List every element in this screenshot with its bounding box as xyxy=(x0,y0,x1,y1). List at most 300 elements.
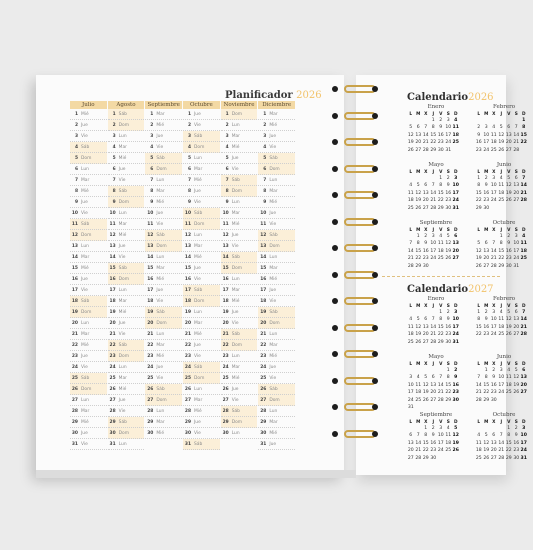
day-number: 7 xyxy=(499,433,503,439)
weekday-letter: M xyxy=(484,228,489,233)
cover-edge xyxy=(36,470,356,478)
mini-month-week xyxy=(475,309,533,316)
planner-day-row xyxy=(258,384,295,395)
planner-weekday: Jue xyxy=(156,287,164,293)
mini-month-week xyxy=(475,432,533,439)
planner-day-row xyxy=(258,197,295,208)
spiral-ring xyxy=(330,217,382,227)
planner-day-row xyxy=(258,142,295,153)
day-number: 11 xyxy=(475,440,482,446)
day-number: 28 xyxy=(415,455,422,461)
planner-day-number: 19 xyxy=(109,309,116,315)
planner-weekday: Jue xyxy=(81,276,88,282)
day-number: 17 xyxy=(513,248,520,254)
planner-day-row xyxy=(108,406,145,417)
day-number: 5 xyxy=(454,426,458,431)
mini-month-week xyxy=(407,263,465,270)
planner-day-number: 9 xyxy=(112,199,116,205)
day-number: 27 xyxy=(513,198,520,204)
planner-day-row xyxy=(70,186,107,197)
planner-weekday: Lun xyxy=(269,331,278,337)
day-number: 24 xyxy=(513,256,520,262)
day-number: 4 xyxy=(499,176,503,181)
day-number: 27 xyxy=(407,455,414,461)
planner-day-number: 6 xyxy=(263,166,267,172)
mini-month-week xyxy=(407,324,465,331)
day-number: 25 xyxy=(498,332,505,338)
planner-weekday: Vie xyxy=(118,331,126,337)
day-number: 16 xyxy=(475,140,482,146)
ring-hole xyxy=(372,139,378,145)
day-number: 30 xyxy=(513,455,520,461)
planner-day-row xyxy=(145,417,182,428)
day-number: 23 xyxy=(430,448,437,454)
weekday-letter: L xyxy=(409,170,413,175)
day-number: 20 xyxy=(422,332,429,338)
ring-hole xyxy=(332,325,338,331)
day-number: 31 xyxy=(452,205,459,211)
day-number: 25 xyxy=(498,198,505,204)
day-number: 23 xyxy=(483,332,490,338)
weekday-letter: X xyxy=(492,362,496,367)
ring-hole xyxy=(372,192,378,198)
day-number: 4 xyxy=(492,125,496,131)
planner-day-number: 30 xyxy=(260,430,267,436)
planner-weekday: Mié xyxy=(269,122,278,128)
planner-weekday: Sáb xyxy=(118,111,127,117)
day-number: 23 xyxy=(490,390,497,396)
planner-day-number: 18 xyxy=(184,298,192,304)
planner-weekday: Mar xyxy=(81,254,90,260)
mini-month-week xyxy=(475,425,533,432)
day-number: 28 xyxy=(490,263,497,269)
planner-day-number: 8 xyxy=(112,188,116,194)
weekday-letter: X xyxy=(424,112,428,117)
day-number: 11 xyxy=(498,183,505,189)
planner-day-number: 27 xyxy=(109,397,116,403)
planner-day-row xyxy=(183,164,220,175)
day-number: 24 xyxy=(407,397,414,403)
planner-day-number: 15 xyxy=(184,265,192,271)
planner-day-number: 28 xyxy=(260,408,267,414)
blank-cell xyxy=(430,175,438,182)
day-number: 17 xyxy=(490,324,497,330)
planner-day-number: 14 xyxy=(184,254,192,260)
planner-day-number: 1 xyxy=(263,111,267,117)
planner-day-row xyxy=(145,153,182,164)
day-number: 1 xyxy=(477,176,481,181)
planner-day-row xyxy=(108,252,145,263)
day-number: 8 xyxy=(484,375,488,381)
planner-day-row xyxy=(108,241,145,252)
day-number: 18 xyxy=(498,324,505,330)
planner-day-number: 11 xyxy=(109,221,116,227)
day-number: 16 xyxy=(505,248,512,254)
day-number: 9 xyxy=(431,433,435,439)
planner-weekday: Dom xyxy=(156,320,167,326)
ring-hole xyxy=(372,272,378,278)
day-number: 14 xyxy=(490,248,497,254)
planner-day-row xyxy=(258,263,295,274)
planner-day-number: 20 xyxy=(222,320,229,326)
mini-month-week xyxy=(475,248,533,255)
day-number: 5 xyxy=(507,310,511,315)
planner-month-header: Julio xyxy=(70,101,107,109)
day-number: 22 xyxy=(498,256,505,262)
weekday-letter: M xyxy=(484,420,489,425)
calendar-2027-title xyxy=(407,284,494,295)
planner-weekday: Jue xyxy=(269,364,277,370)
planner-day-number: 27 xyxy=(71,397,78,403)
day-number: 10 xyxy=(452,183,459,189)
planner-day-number: 27 xyxy=(222,397,229,403)
planner-day-row xyxy=(145,296,182,307)
ring-hole xyxy=(372,86,378,92)
day-number: 24 xyxy=(445,140,452,146)
planner-day-number: 31 xyxy=(71,441,78,447)
ring-hole xyxy=(372,113,378,119)
planner-day-number: 4 xyxy=(187,144,192,150)
planner-weekday: Jue xyxy=(231,232,239,238)
planner-day-row xyxy=(145,219,182,230)
planner-day-row xyxy=(70,373,107,384)
planner-day-number: 9 xyxy=(263,199,267,205)
planner-day-number: 17 xyxy=(147,287,154,293)
planner-day-row xyxy=(108,131,145,142)
planner-weekday: Mié xyxy=(81,265,89,271)
day-number: 23 xyxy=(513,448,520,454)
planner-weekday: Vie xyxy=(231,397,239,403)
planner-day-number: 15 xyxy=(71,265,78,271)
day-number: 3 xyxy=(454,310,458,315)
planner-day-row xyxy=(221,164,258,175)
planner-day-number: 23 xyxy=(71,353,78,359)
day-number: 20 xyxy=(513,190,520,196)
planner-weekday: Sáb xyxy=(81,144,90,150)
day-number: 21 xyxy=(520,324,527,330)
weekday-letter: V xyxy=(439,304,443,309)
day-number: 15 xyxy=(483,382,490,388)
day-number: 1 xyxy=(499,234,503,239)
day-number: 30 xyxy=(422,263,429,269)
planner-weekday: Vie xyxy=(231,166,239,172)
day-number: 21 xyxy=(407,256,414,262)
day-number: 26 xyxy=(505,332,512,338)
planner-weekday: Dom xyxy=(194,221,205,227)
calendar-2027-title-text: Calendario xyxy=(407,284,469,295)
planner-weekday: Mar xyxy=(81,177,90,183)
planner-weekday: Lun xyxy=(81,166,89,172)
planner-weekday: Dom xyxy=(156,243,167,249)
spiral-ring xyxy=(330,243,382,253)
planner-day-row xyxy=(221,109,258,120)
day-number: 12 xyxy=(505,183,512,189)
weekday-letter: V xyxy=(507,112,511,117)
planner-day-number: 15 xyxy=(222,265,229,271)
day-number: 2 xyxy=(507,234,511,239)
weekday-letter: J xyxy=(500,420,503,425)
day-number: 18 xyxy=(445,440,452,446)
day-number: 23 xyxy=(445,332,452,338)
mini-month-week xyxy=(475,389,533,396)
day-number: 21 xyxy=(437,390,444,396)
planner-day-number: 5 xyxy=(225,155,229,161)
weekday-letter: J xyxy=(500,112,503,117)
day-number: 19 xyxy=(475,256,482,262)
day-number: 28 xyxy=(475,397,482,403)
mini-month-week xyxy=(407,132,465,139)
planner-day-number: 28 xyxy=(71,408,78,414)
day-number: 25 xyxy=(445,448,452,454)
day-number: 20 xyxy=(407,448,414,454)
day-number: 20 xyxy=(505,140,512,146)
planner-day-number: 16 xyxy=(184,276,192,282)
planner-day-number: 23 xyxy=(147,353,154,359)
planner-weekday: Mié xyxy=(156,276,165,282)
planner-weekday: Lun xyxy=(194,232,202,238)
planner-day-number: 19 xyxy=(184,309,192,315)
planner-day-number: 10 xyxy=(71,210,78,216)
weekday-letter: L xyxy=(409,304,413,309)
planner-weekday: Mié xyxy=(194,177,202,183)
planner-day-number: 15 xyxy=(109,265,116,271)
planner-weekday: Dom xyxy=(118,122,130,128)
planner-day-number: 29 xyxy=(147,419,154,425)
planner-weekday: Mié xyxy=(81,419,89,425)
planner-day-number: 7 xyxy=(112,177,116,183)
planner-day-row xyxy=(221,153,258,164)
planner-day-row xyxy=(221,296,258,307)
day-number: 3 xyxy=(454,176,458,181)
planner-weekday: Jue xyxy=(81,199,88,205)
planner-weekday: Lun xyxy=(156,254,165,260)
planner-day-number: 26 xyxy=(184,386,192,392)
planner-weekday: Mié xyxy=(231,298,240,304)
planner-day-number: 17 xyxy=(222,287,229,293)
day-number: 3 xyxy=(484,125,488,131)
mini-month-name: Junio xyxy=(496,354,512,360)
planner-day-row xyxy=(145,131,182,142)
day-number: 6 xyxy=(514,310,518,315)
day-number: 3 xyxy=(522,426,526,431)
day-number: 25 xyxy=(407,205,414,211)
mini-month-name: Octubre xyxy=(492,220,516,226)
day-number: 17 xyxy=(430,248,437,254)
ring-hole xyxy=(332,431,338,437)
planner-day-number: 15 xyxy=(147,265,154,271)
blank-cell xyxy=(498,117,506,124)
planner-day-row xyxy=(183,296,220,307)
weekday-letter: V xyxy=(439,362,443,367)
planner-day-number: 7 xyxy=(225,177,229,183)
day-number: 5 xyxy=(409,125,413,131)
weekday-letter: J xyxy=(432,420,435,425)
planner-day-row xyxy=(258,340,295,351)
day-number: 16 xyxy=(445,324,452,330)
day-number: 9 xyxy=(492,375,496,381)
mini-month-week xyxy=(407,389,465,396)
planner-day-row xyxy=(70,318,107,329)
spiral-ring xyxy=(330,84,382,94)
planner-day-number: 13 xyxy=(147,243,154,249)
day-number: 16 xyxy=(483,190,490,196)
planner-weekday: Vie xyxy=(156,375,164,381)
planner-day-number: 30 xyxy=(71,430,78,436)
mini-month-week xyxy=(475,233,533,240)
day-number: 18 xyxy=(437,248,444,254)
mini-month-week xyxy=(407,397,465,404)
day-number: 26 xyxy=(415,339,422,345)
day-number: 26 xyxy=(513,390,520,396)
planner-weekday: Lun xyxy=(81,397,89,403)
planner-weekday: Jue xyxy=(81,122,88,128)
day-number: 21 xyxy=(513,140,520,146)
planner-day-row xyxy=(183,406,220,417)
mini-month-week xyxy=(475,263,533,270)
mini-month-week xyxy=(407,316,465,323)
ring-hole xyxy=(332,139,338,145)
day-number: 15 xyxy=(430,132,437,138)
mini-month-week xyxy=(407,440,465,447)
planner-month-column xyxy=(258,101,295,450)
planner-weekday: Vie xyxy=(156,144,164,150)
mini-month-name: Octubre xyxy=(492,412,516,418)
planner-weekday: Mié xyxy=(269,430,278,436)
planner-day-number: 4 xyxy=(225,144,229,150)
planner-day-number: 30 xyxy=(184,430,192,436)
day-number: 14 xyxy=(498,440,505,446)
day-number: 18 xyxy=(452,132,459,138)
mini-month xyxy=(407,162,465,212)
day-number: 12 xyxy=(422,382,429,388)
day-number: 7 xyxy=(522,310,526,315)
day-number: 2 xyxy=(484,310,488,315)
day-number: 2 xyxy=(514,426,518,431)
planner-day-number: 23 xyxy=(222,353,229,359)
planner-weekday: Mié xyxy=(81,342,89,348)
planner-day-row xyxy=(70,439,107,450)
planner-weekday: Sáb xyxy=(156,386,165,392)
day-number: 12 xyxy=(475,248,482,254)
planner-day-number: 10 xyxy=(147,210,154,216)
day-number: 9 xyxy=(424,241,428,247)
weekday-letter: L xyxy=(409,112,413,117)
planner-day-row xyxy=(145,241,182,252)
planner-day-number: 29 xyxy=(71,419,78,425)
planner-weekday: Mar xyxy=(269,111,278,117)
planner-day-row xyxy=(221,252,258,263)
day-number: 27 xyxy=(505,147,512,153)
mini-month-week xyxy=(407,117,465,124)
day-number: 9 xyxy=(514,433,518,439)
planner-weekday: Jue xyxy=(194,265,201,271)
weekday-letter: S xyxy=(446,304,450,309)
planner-weekday: Sáb xyxy=(156,155,165,161)
day-number: 15 xyxy=(520,132,527,138)
planner-day-row xyxy=(183,373,220,384)
planner-weekday: Lun xyxy=(231,276,240,282)
planner-day-row xyxy=(108,362,145,373)
weekday-letter: M xyxy=(416,112,421,117)
planner-weekday: Mié xyxy=(156,430,165,436)
day-number: 23 xyxy=(475,147,482,153)
weekday-letter: X xyxy=(492,170,496,175)
day-number: 24 xyxy=(490,332,497,338)
planner-day-row xyxy=(258,362,295,373)
planner-day-number: 1 xyxy=(225,111,229,117)
planner-weekday: Mar xyxy=(269,419,278,425)
planner-day-row xyxy=(145,329,182,340)
planner-day-number: 4 xyxy=(263,144,267,150)
planner-day-number: 22 xyxy=(71,342,78,348)
spiral-ring xyxy=(330,190,382,200)
planner-day-number: 22 xyxy=(184,342,192,348)
planner-day-number: 13 xyxy=(260,243,267,249)
day-number: 23 xyxy=(505,256,512,262)
day-number: 24 xyxy=(452,198,459,204)
day-number: 7 xyxy=(492,241,496,247)
planner-day-row xyxy=(183,131,220,142)
planner-day-number: 2 xyxy=(74,122,78,128)
day-number: 19 xyxy=(498,140,505,146)
planner-day-row xyxy=(70,307,107,318)
planner-day-number: 28 xyxy=(109,408,116,414)
planner-day-row xyxy=(258,230,295,241)
mini-month-week xyxy=(407,233,465,240)
planner-day-number: 13 xyxy=(109,243,116,249)
mini-month-week xyxy=(407,432,465,439)
planner-day-row xyxy=(70,417,107,428)
planner-day-number: 26 xyxy=(222,386,229,392)
day-number: 3 xyxy=(514,234,518,239)
planner-day-row xyxy=(70,263,107,274)
day-number: 23 xyxy=(437,140,444,146)
planner-weekday: Dom xyxy=(269,320,280,326)
mini-month-week xyxy=(475,240,533,247)
day-number: 4 xyxy=(409,183,413,189)
spiral-ring xyxy=(330,349,382,359)
blank-cell xyxy=(475,233,483,240)
mini-month-name: Septiembre xyxy=(419,412,453,418)
blank-cell xyxy=(430,309,438,316)
planner-weekday: Sáb xyxy=(118,419,127,425)
day-number: 22 xyxy=(475,332,482,338)
planner-day-number: 19 xyxy=(222,309,229,315)
day-number: 16 xyxy=(445,190,452,196)
planner-day-number: 3 xyxy=(263,133,267,139)
day-number: 27 xyxy=(490,455,497,461)
planner-weekday: Dom xyxy=(231,342,243,348)
mini-month xyxy=(407,104,465,154)
weekday-letter: J xyxy=(500,304,503,309)
mini-month xyxy=(475,220,533,270)
planner-day-number: 22 xyxy=(147,342,154,348)
planner-day-number: 26 xyxy=(147,386,154,392)
planner-weekday: Lun xyxy=(156,177,165,183)
mini-month xyxy=(475,412,533,462)
day-number: 14 xyxy=(520,183,527,189)
planner-weekday: Jue xyxy=(231,155,239,161)
day-number: 22 xyxy=(483,390,490,396)
planner-weekday: Sáb xyxy=(231,331,240,337)
planner-day-row xyxy=(221,142,258,153)
weekday-letter: L xyxy=(409,420,413,425)
planner-day-number: 14 xyxy=(260,254,267,260)
day-number: 23 xyxy=(445,198,452,204)
weekday-letter: J xyxy=(500,228,503,233)
day-number: 10 xyxy=(490,317,497,323)
planner-day-row xyxy=(108,285,145,296)
